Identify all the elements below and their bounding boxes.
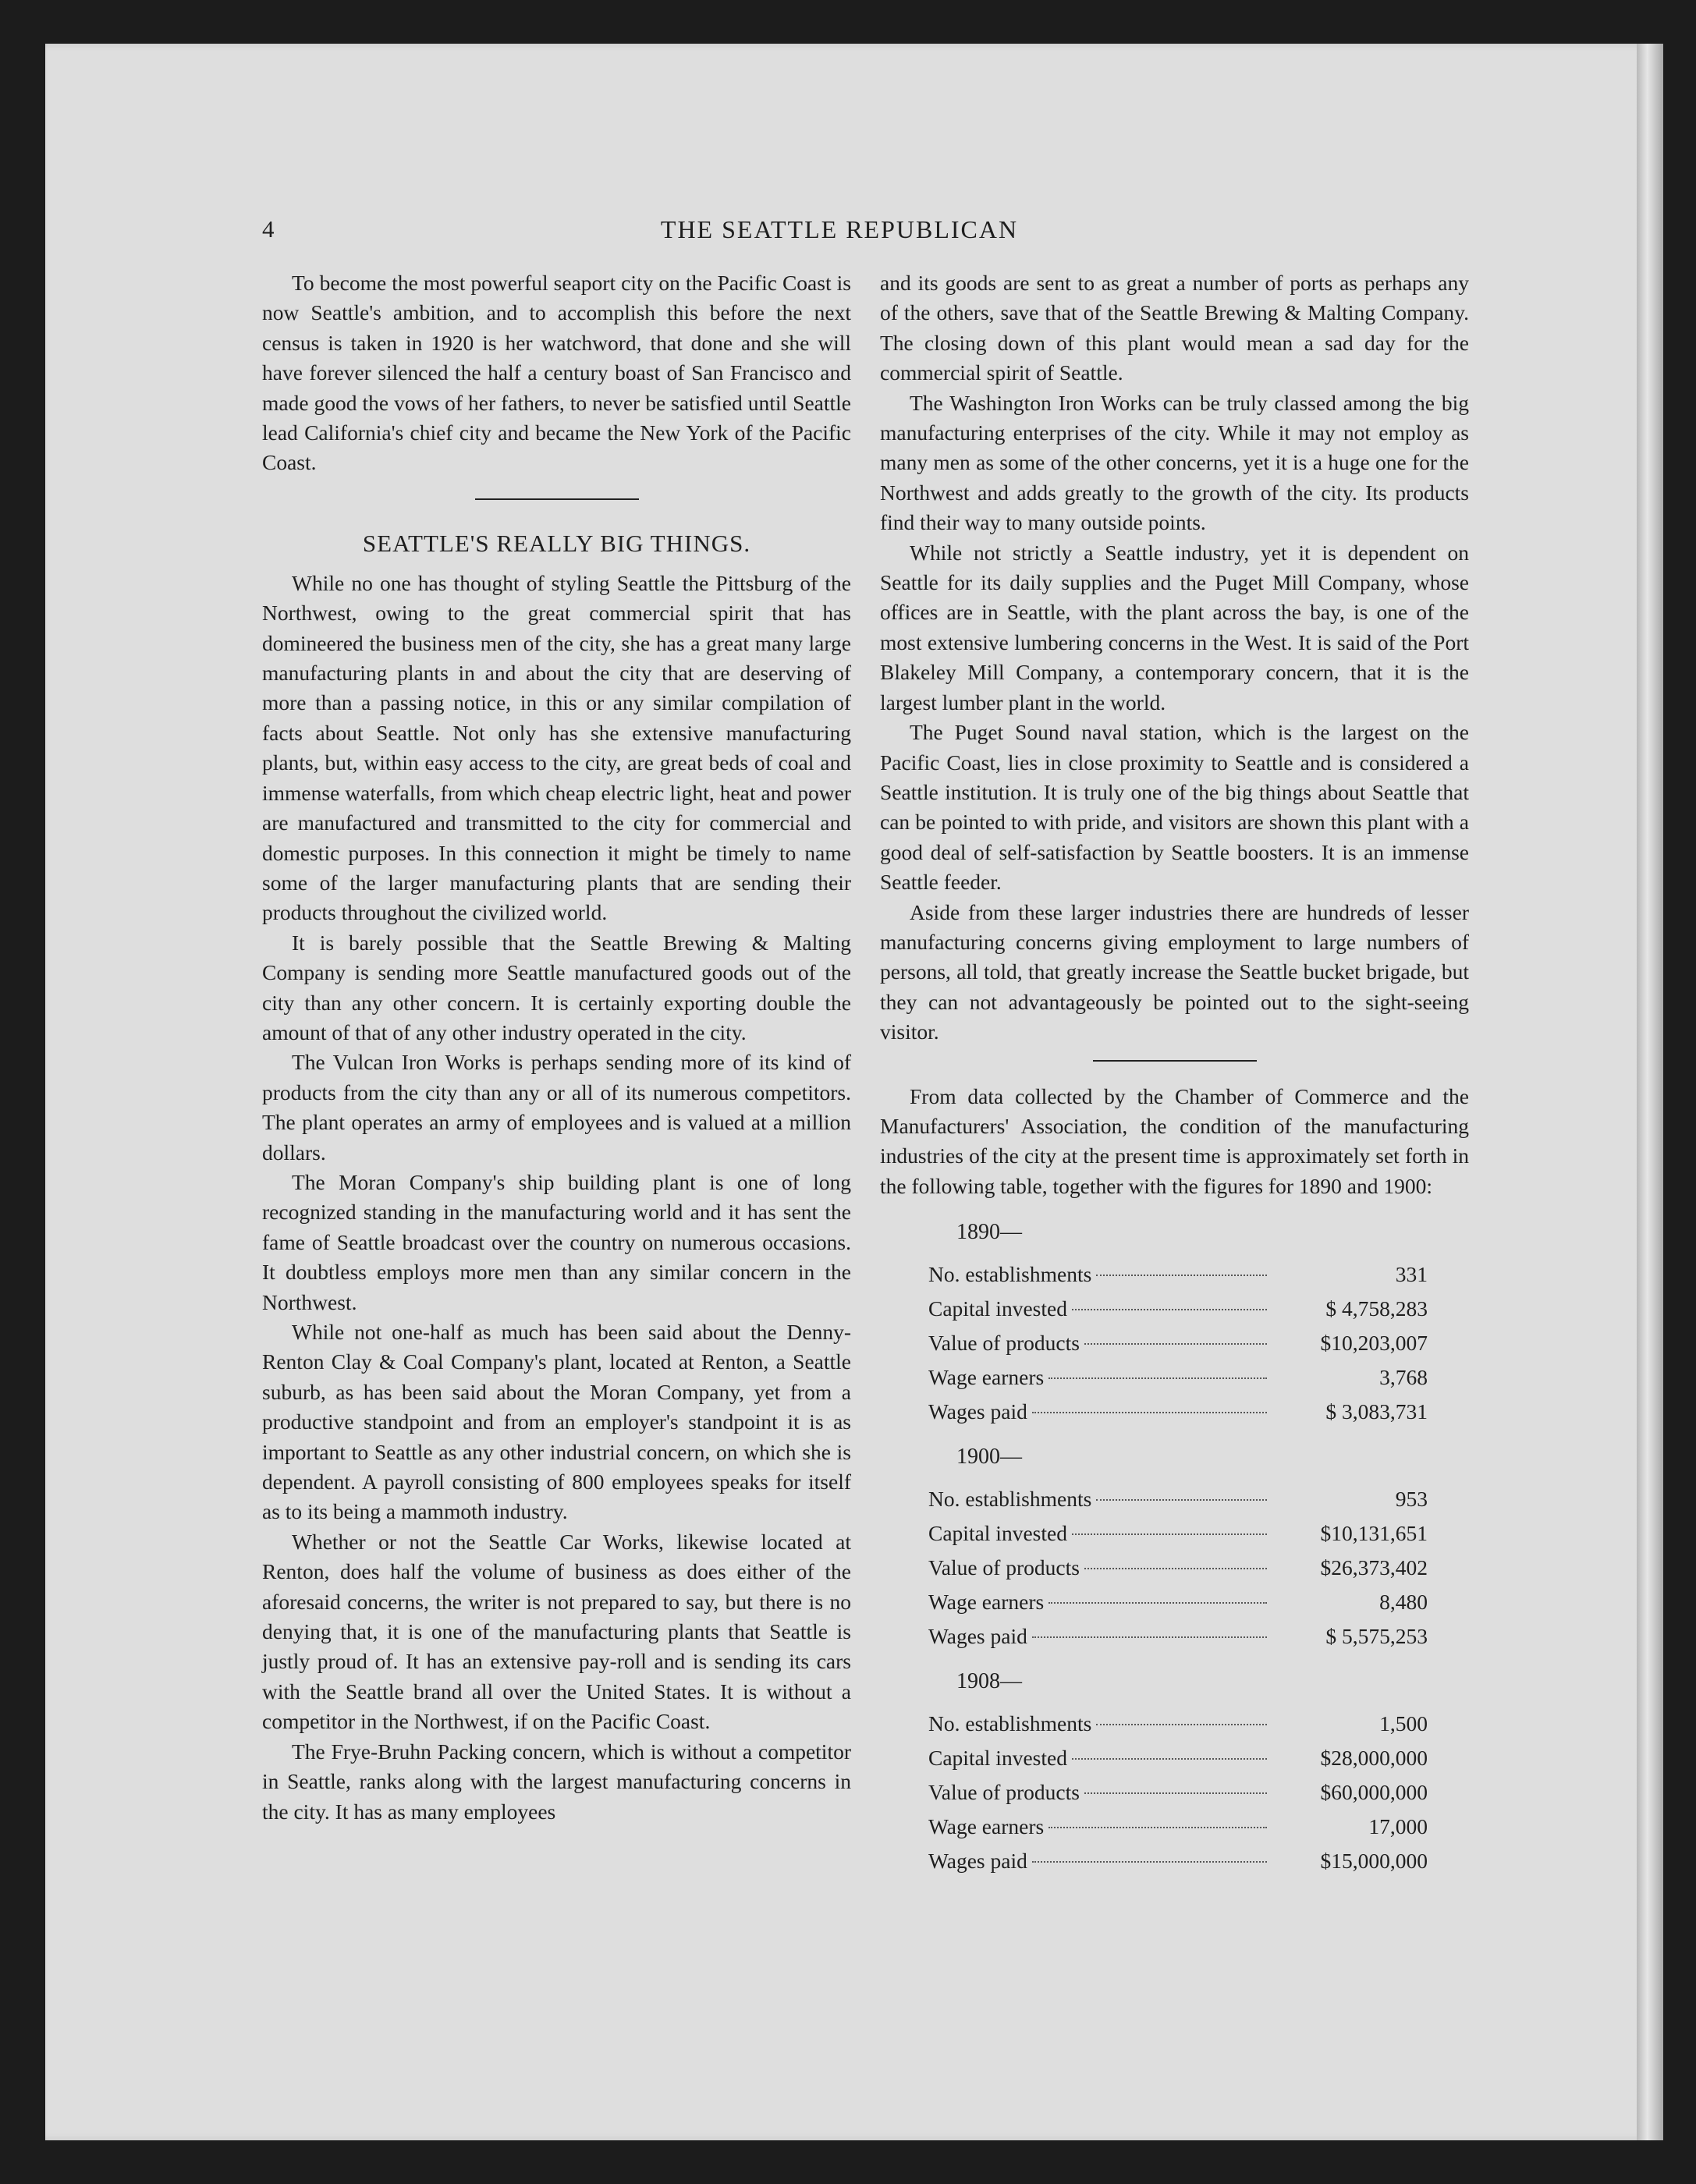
year-block-1890 (928, 1217, 1428, 1429)
stat-label: Wage earners (928, 1590, 1045, 1615)
body-paragraph: While no one has thought of styling Seattle the Pittsburg of the Northwest, owing to the great commercial spirit that has domineered the business men of the city, she has a great many large manufacturing plants in and about the city that are deserving of more than a passing notice, in this or any similar compilation of facts about Seattle. Not only has she extensive manufacturing plants, but, within easy access to the city, are great beds of coal and immense waterfalls, from which cheap electric light, heat and power are manufactured and transmitted to the city for commercial and domestic purposes. In this connection it might be timely to name some of the larger manufacturing plants that are sending their products throughout the civilized world. (262, 570, 851, 925)
stat-label: Value of products (928, 1555, 1080, 1580)
stat-value: $26,373,402 (1320, 1555, 1428, 1580)
stat-value: $ 4,758,283 (1325, 1296, 1428, 1321)
leader-dots (1072, 1309, 1267, 1310)
right-column (880, 268, 1469, 1891)
stat-row (928, 1292, 1428, 1326)
year-heading: 1900— (956, 1445, 1022, 1470)
stat-value: $15,000,000 (1320, 1849, 1428, 1874)
stat-label: Capital invested (928, 1296, 1067, 1321)
leader-dots (1048, 1602, 1267, 1604)
stat-value: 331 (1395, 1262, 1428, 1287)
leader-dots (1048, 1827, 1267, 1828)
stat-label: No. establishments (928, 1711, 1092, 1736)
intro-paragraph: To become the most powerful seaport city on the Pacific Coast is now Seattle's ambition, and to accomplish this before the next census is taken in 1920 is her watchword, that done and she will have forever silenced the half a century boast of San Francisco and made good the vows of her fathers, to never be satisfied until Seattle lead California's chief city and became the New York of the Pacific Coast. (262, 271, 851, 475)
stat-row (928, 1810, 1428, 1844)
stat-row (928, 1775, 1428, 1810)
stat-label: Value of products (928, 1331, 1080, 1356)
stat-label: Wage earners (928, 1365, 1045, 1390)
stat-label: No. establishments (928, 1262, 1092, 1287)
body-paragraph: The Washington Iron Works can be truly classed among the big manufacturing enterprises of the city. While it may not employ as many men as some of the other concerns, yet it is a huge one for the Northwest and adds greatly to the growth of the city. Its products find their way to many outside points. (880, 390, 1469, 535)
statistics-table (880, 1217, 1428, 1878)
stat-row (928, 1482, 1428, 1516)
stat-row (928, 1551, 1428, 1585)
leader-dots (1032, 1861, 1267, 1863)
stat-label: Capital invested (928, 1746, 1067, 1771)
stat-value: 953 (1395, 1487, 1428, 1512)
stat-label: Wage earners (928, 1814, 1045, 1839)
section-divider (1093, 1060, 1257, 1062)
stat-value: 17,000 (1368, 1814, 1428, 1839)
body-paragraph: The Frye-Bruhn Packing concern, which is without a competitor in Seattle, ranks along with the largest manufacturing concerns in the city. It has as many employees (262, 1739, 851, 1824)
page-number: 4 (262, 215, 275, 243)
leader-dots (1096, 1724, 1267, 1725)
body-paragraph: The Vulcan Iron Works is perhaps sending more of its kind of products from the city than any or all of its numerous competitors. The plant operates an army of employees and is valued at a million dollars. (262, 1050, 851, 1165)
leader-dots (1032, 1412, 1267, 1413)
leader-dots (1048, 1377, 1267, 1379)
stat-label: Wages paid (928, 1849, 1027, 1874)
stat-value: 3,768 (1379, 1365, 1428, 1390)
table-intro: From data collected by the Chamber of Commerce and the Manufacturers' Association, the condition of the manufacturing industries of the city at the present time is approximately set forth in the following table, together with the figures for 1890 and 1900: (880, 1083, 1469, 1198)
stat-row (928, 1585, 1428, 1619)
body-paragraph: and its goods are sent to as great a number of ports as perhaps any of the others, save that of the Seattle Brewing & Malting Company. The closing down of this plant would mean a sad day for the commercial spirit of Seattle. (880, 271, 1469, 385)
stat-row (928, 1516, 1428, 1551)
leader-dots (1072, 1533, 1267, 1535)
stat-label: Wages paid (928, 1399, 1027, 1424)
section-heading: SEATTLE'S REALLY BIG THINGS. (362, 529, 751, 557)
running-title: THE SEATTLE REPUBLICAN (660, 215, 1019, 243)
year-block-1908 (928, 1666, 1428, 1878)
stat-row (928, 1707, 1428, 1741)
page-header (262, 212, 1417, 251)
stat-value: $ 5,575,253 (1325, 1624, 1428, 1649)
stat-label: Value of products (928, 1780, 1080, 1805)
stat-label: No. establishments (928, 1487, 1092, 1512)
stat-row (928, 1395, 1428, 1429)
stat-label: Wages paid (928, 1624, 1027, 1649)
stat-value: 8,480 (1379, 1590, 1428, 1615)
stat-row (928, 1741, 1428, 1775)
body-paragraph: The Puget Sound naval station, which is the largest on the Pacific Coast, lies in close proximity to Seattle and is considered a Seattle institution. It is truly one of the big things about Seattle that can be pointed to with pride, and visitors are shown this plant with a good deal of self-satisfaction by Seattle boosters. It is an immense Seattle feeder. (880, 720, 1469, 895)
leader-dots (1072, 1758, 1267, 1760)
stat-value: $10,203,007 (1320, 1331, 1428, 1356)
year-heading: 1908— (956, 1669, 1022, 1694)
year-block-1900 (928, 1441, 1428, 1654)
stat-value: $60,000,000 (1320, 1780, 1428, 1805)
leader-dots (1084, 1792, 1267, 1794)
body-paragraph: While not one-half as much has been said about the Denny-Renton Clay & Coal Company's plant, located at Renton, a Seattle suburb, as has been said about the Moran Company, yet from a productive standpoint and from an employer's standpoint it is as important to Seattle as any other industrial concern, on which she is dependent. A payroll consisting of 800 employees speaks for itself as to its being a mammoth industry. (262, 1320, 851, 1524)
stat-row (928, 1360, 1428, 1395)
body-paragraph: Whether or not the Seattle Car Works, likewise located at Renton, does half the volume of business as does either of the aforesaid concerns, the writer is not prepared to say, but there is no denying that, it is one of the manufacturing plants that Seattle is justly proud of. It has an extensive pay-roll and is sending its cars with the Seattle brand all over the United States. It is without a competitor in the Northwest, if on the Pacific Coast. (262, 1529, 851, 1734)
stat-row (928, 1326, 1428, 1360)
leader-dots (1084, 1343, 1267, 1345)
section-divider (475, 498, 639, 500)
stat-value: $ 3,083,731 (1325, 1399, 1428, 1424)
leader-dots (1032, 1636, 1267, 1638)
leader-dots (1096, 1499, 1267, 1501)
leader-dots (1096, 1275, 1267, 1276)
body-paragraph: While not strictly a Seattle industry, yet it is dependent on Seattle for its daily supplies and the Puget Mill Company, whose offices are in Seattle, with the plant across the bay, is one of the most extensive lumbering concerns in the West. It is said of the Port Blakeley Mill Company, a contemporary concern, that it is the largest lumber plant in the world. (880, 540, 1469, 714)
body-paragraph: Aside from these larger industries there are hundreds of lesser manufacturing concerns giving employment to large numbers of persons, all told, that greatly increase the Seattle bucket brigade, but they can not advantageously be pointed out to the sight-seeing visitor. (880, 899, 1469, 1044)
stat-row (928, 1619, 1428, 1654)
left-column (262, 268, 851, 1827)
stat-row (928, 1257, 1428, 1292)
stat-row (928, 1844, 1428, 1878)
leader-dots (1084, 1568, 1267, 1569)
body-paragraph: It is barely possible that the Seattle Brewing & Malting Company is sending more Seattle manufactured goods out of the city than any other concern. It is certainly exporting double the amount of that of any other industry operated in the city. (262, 930, 851, 1044)
stat-value: $28,000,000 (1320, 1746, 1428, 1771)
year-heading: 1890— (956, 1220, 1022, 1245)
stat-value: $10,131,651 (1320, 1521, 1428, 1546)
stat-value: 1,500 (1379, 1711, 1428, 1736)
page-binding-edge (1637, 44, 1663, 2140)
stat-label: Capital invested (928, 1521, 1067, 1546)
body-paragraph: The Moran Company's ship building plant is one of long recognized standing in the manufacturing world and it has sent the fame of Seattle broadcast over the country on numerous occasions. It doubtless employs more men than any similar concern in the Northwest. (262, 1169, 851, 1314)
